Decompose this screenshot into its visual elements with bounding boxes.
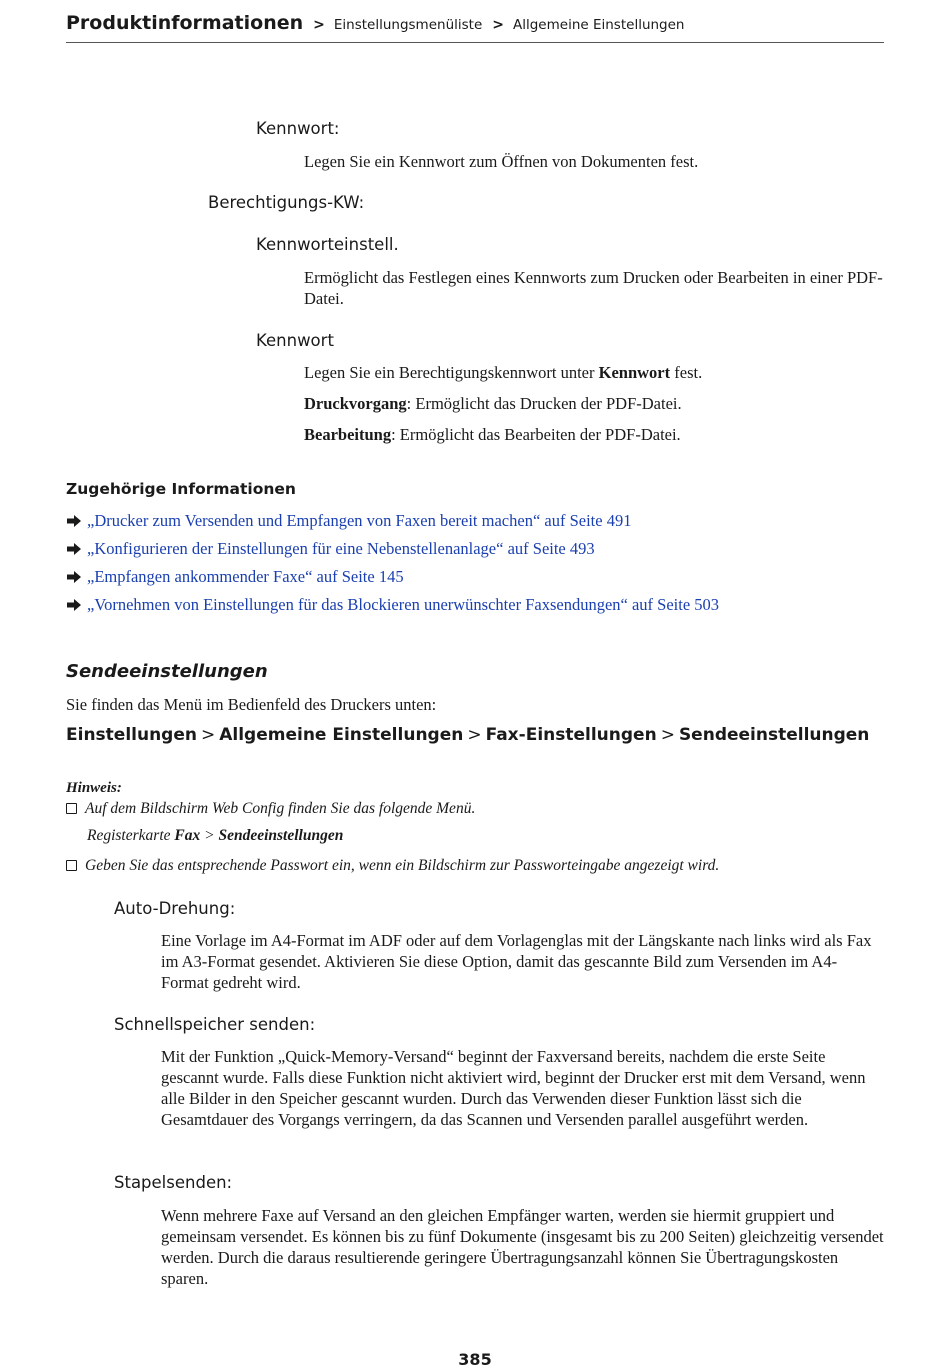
schnellspeicher-label: Schnellspeicher senden: bbox=[114, 1015, 316, 1034]
menu-path-separator: > bbox=[660, 725, 675, 745]
auto-drehung-description: Eine Vorlage im A4-Format im ADF oder auf dem Vorlagenglas mit der Längskante nach links wird als Fax im A3-Format gesendet. Aktivieren Sie diese Option, damit das gescannte Bild zum Versenden im A4-Format gedreht wird. bbox=[161, 931, 872, 992]
menu-path bbox=[66, 725, 869, 745]
menu-path-separator: > bbox=[200, 725, 216, 745]
schnellspeicher-description: Mit der Funktion „Quick-Memory-Versand“ beginnt der Faxversand bereits, nachdem die erste Seite gescannt wurde. Falls diese Funktion nicht aktiviert wird, beginnt der Drucker erst mit dem Versand, wenn alle Bilder in den Speicher gescannt wurden. Durch das Verwenden dieser Funktion lässt sich die Gesamtdauer des Vorgangs verringern, da das Scannen und Versenden parallel ausgeführt werden. bbox=[161, 1047, 866, 1129]
arrow-right-icon bbox=[66, 542, 82, 556]
related-link-text[interactable]: „Drucker zum Versenden und Empfangen von Faxen bereit machen“ auf Seite 491 bbox=[87, 511, 632, 530]
breadcrumb-separator: > bbox=[313, 17, 325, 33]
breadcrumb-item-settings-menu-list[interactable]: Einstellungsmenüliste bbox=[333, 17, 483, 33]
page-section-title: Produktinformationen bbox=[66, 12, 304, 34]
menu-term: Druckvorgang bbox=[304, 394, 407, 413]
kennworteinstell-label: Kennworteinstell. bbox=[256, 235, 399, 254]
note-subitem bbox=[87, 827, 343, 845]
kennwort-permission-description bbox=[304, 362, 884, 383]
menu-path-separator: > bbox=[467, 725, 482, 745]
arrow-right-icon bbox=[66, 514, 82, 528]
note-text: Auf dem Bildschirm Web Config finden Sie das folgende Menü. bbox=[85, 800, 476, 817]
text-fragment: : Ermöglicht das Bearbeiten der PDF-Datei. bbox=[391, 425, 681, 444]
kennwort-label: Kennwort: bbox=[256, 119, 340, 138]
related-link-text[interactable]: „Empfangen ankommender Faxe“ auf Seite 145 bbox=[87, 567, 404, 586]
bearbeitung-description bbox=[304, 424, 884, 445]
text-fragment: Registerkarte bbox=[87, 827, 175, 844]
stapelsenden-label: Stapelsenden: bbox=[114, 1173, 233, 1192]
stapelsenden-description: Wenn mehrere Faxe auf Versand an den gleichen Empfänger warten, werden sie hiermit gruppiert und gemeinsam versendet. Es können bis zu fünf Dokumente (insgesamt bis zu 200 Seiten) gleichzeitig versendet werden. Durch die daraus resultierende geringere Übertragungsanzahl können Sie Übertragungskosten sparen. bbox=[161, 1206, 884, 1288]
berechtigungs-kw-label: Berechtigungs-KW: bbox=[208, 193, 365, 212]
text-fragment: > bbox=[200, 827, 219, 844]
text-fragment: fest. bbox=[670, 363, 703, 382]
note-text: Geben Sie das entsprechende Passwort ein, wenn ein Bildschirm zur Passworteingabe angezeigt wird. bbox=[85, 857, 720, 874]
arrow-right-icon bbox=[66, 570, 82, 584]
breadcrumb-separator: > bbox=[492, 17, 504, 33]
note-item bbox=[66, 800, 475, 818]
checkbox-bullet-icon bbox=[66, 860, 77, 871]
related-link[interactable] bbox=[66, 567, 404, 587]
menu-path-item: Fax-Einstellungen bbox=[485, 725, 657, 745]
related-link[interactable] bbox=[66, 595, 719, 615]
section-intro: Sie finden das Menü im Bedienfeld des Druckers unten: bbox=[66, 695, 437, 714]
menu-path-item: Einstellungen bbox=[66, 725, 197, 745]
related-link[interactable] bbox=[66, 539, 595, 559]
kennworteinstell-description: Ermöglicht das Festlegen eines Kennworts zum Drucken oder Bearbeiten in einer PDF-Datei. bbox=[304, 268, 883, 308]
menu-term: Kennwort bbox=[598, 363, 671, 382]
related-info-heading: Zugehörige Informationen bbox=[66, 480, 296, 498]
note-item bbox=[66, 857, 719, 875]
kennwort-permission-label: Kennwort bbox=[256, 331, 334, 350]
menu-term: Bearbeitung bbox=[304, 425, 392, 444]
section-heading: Sendeeinstellungen bbox=[66, 661, 268, 682]
menu-path-item: Sendeeinstellungen bbox=[678, 725, 870, 745]
text-fragment: Legen Sie ein Berechtigungskennwort unter bbox=[304, 363, 599, 382]
arrow-right-icon bbox=[66, 598, 82, 612]
menu-path-item: Allgemeine Einstellungen bbox=[219, 725, 464, 745]
kennwort-description: Legen Sie ein Kennwort zum Öffnen von Dokumenten fest. bbox=[304, 152, 699, 171]
checkbox-bullet-icon bbox=[66, 803, 77, 814]
text-fragment: : Ermöglicht das Drucken der PDF-Datei. bbox=[406, 394, 682, 413]
related-link-text[interactable]: „Vornehmen von Einstellungen für das Blockieren unerwünschter Faxsendungen“ auf Seite 503 bbox=[87, 595, 720, 614]
page-number: 385 bbox=[458, 1350, 492, 1369]
auto-drehung-label: Auto-Drehung: bbox=[114, 899, 236, 918]
druckvorgang-description bbox=[304, 393, 884, 414]
breadcrumb bbox=[66, 12, 884, 43]
menu-term: Sendeeinstellungen bbox=[218, 827, 344, 844]
breadcrumb-item-general-settings[interactable]: Allgemeine Einstellungen bbox=[513, 17, 685, 33]
related-link[interactable] bbox=[66, 511, 631, 531]
menu-term: Fax bbox=[174, 827, 201, 844]
related-link-text[interactable]: „Konfigurieren der Einstellungen für eine Nebenstellenanlage“ auf Seite 493 bbox=[87, 539, 595, 558]
note-title: Hinweis: bbox=[66, 780, 122, 796]
